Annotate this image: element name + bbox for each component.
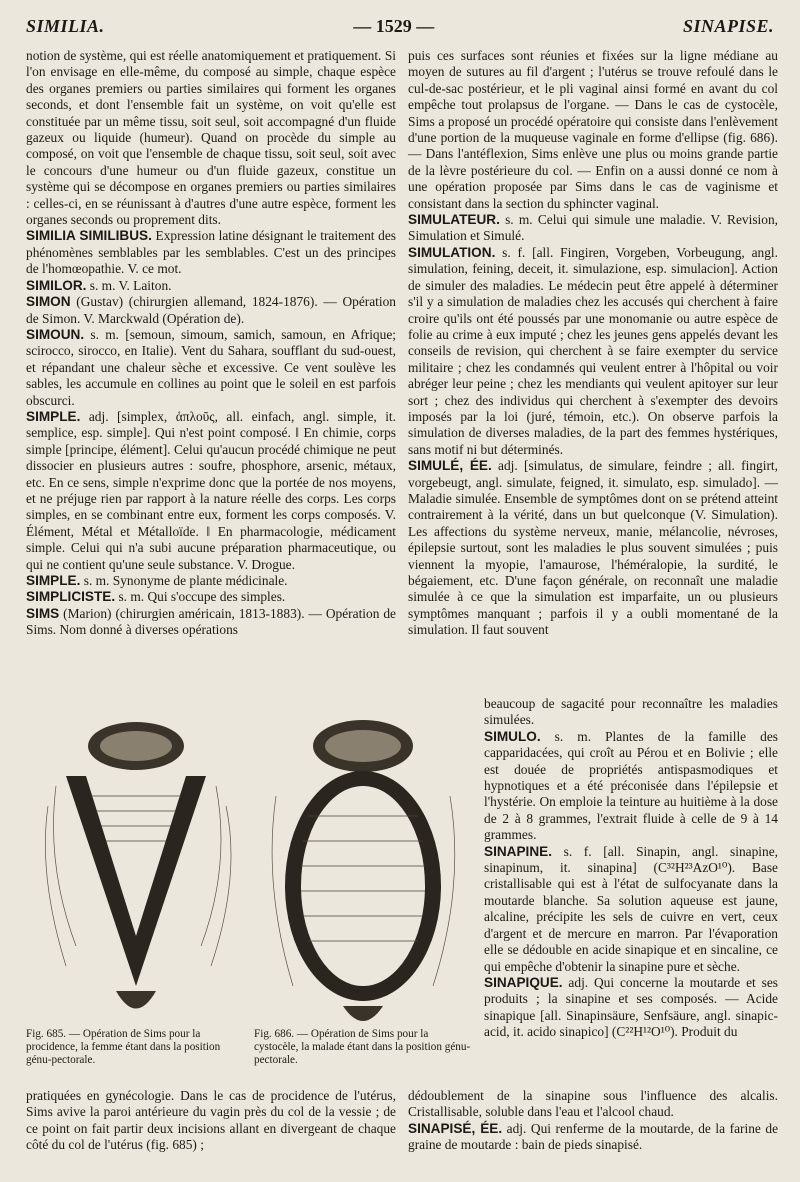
headword: SIMPLICISTE. xyxy=(26,589,116,605)
figure-685-caption: Fig. 685. — Opération de Sims pour la procidence, la femme étant dans la position génu-pectorale. xyxy=(26,1028,221,1066)
headword: SINAPIQUE. xyxy=(484,974,563,990)
figure-686 xyxy=(258,706,468,1036)
right-column xyxy=(408,48,778,639)
bottom-left-text: pratiquées en gynécologie. Dans le cas de procidence de l'utérus, Sims avive la paroi antérieure du vagin près du col de la vessie ; de ce point on fait partir deux incisions allant en divergeant de chaque côté du col de l'utérus (fig. 685) ; xyxy=(26,1088,396,1153)
headword: SIMULÉ, ÉE. xyxy=(408,458,492,474)
headword: SIMILIA SIMILIBUS. xyxy=(26,228,152,244)
header-left-word: SIMILIA. xyxy=(26,16,105,36)
entry-simoun: SIMOUN. s. m. [semoun, simoum, samich, samoun, en Afrique; scirocco, sirocco, en Italie). Vent du Sahara, soufflant du sud-ouest, et répandant une chaleur sèche et excessive. Ce vent soulève les sables, les accumule en collines au point que le soleil en est parfois obscurci. xyxy=(26,326,396,408)
entry-simulation: SIMULATION. s. f. [all. Fingiren, Vorgeben, Vorbeugung, angl. simulation, feining, deceit, it. simulazione, esp. simulacion]. Action de simuler des maladies. Le médecin peut être appelé à déterminer s'il y a simulation de maladies chez les accusés qui cherchent à faire croire qu'ils ont été poussés par une monomanie ou autre espèce de folie au crime à eux imputé ; chez les jeunes gens appelés devant les conseils de revision, qui cherchent à se faire exempter du service militaire ; chez les condamnés qui veulent entrer à l'hôpital ou voir abréger leur peine ; chez les mendiants qui veulent apitoyer sur leur sort ; chez des individus qui cherchent à s'exempter des devoirs imposés par la loi (juré, témoin, etc.). On observe parfois la simulation de diverses maladies, de la part des femmes hystériques, sans motif ni but déterminés. xyxy=(408,244,778,457)
entry-simule: SIMULÉ, ÉE. adj. [simulatus, de simulare, feindre ; all. fingirt, vorgebeugt, angl. simulate, feigned, it. simulato, esp. simulado]. — Maladie simulée. Ensemble de symptômes dont on se prétend atteint contrairement à la vérité, dans un but quelconque (V. Simulation). Les affections du système nerveux, manie, mélancolie, névroses, épilepsie surtout, sont les maladies le plus souvent simulées ; puis viennent la myopie, l'amaurose, l'héméralopie, la surdité, le bégaiement, etc. D'une façon générale, on reconnaît une maladie simulée à ce que la simulation est imparfaite, un ou plusieurs symptômes manquant ; parfois il y a oubli momentané de la simulation. Il faut souvent xyxy=(408,458,778,638)
entry-continuation: notion de système, qui est réelle anatomiquement et pratiquement. Si l'on envisage en elle-même, du composé au simple, chaque espèce des organes premiers ou parties similaires qui forment les organes seconds, et dont l'ensemble fait un système, on voit qu'elle est constituée par un même tissu, soit seul, soit accompagné d'un fluide gazeux ou liquide (humeur). Quand on procède du simple au composé, on voit que l'ensemble de chaque tissu, soit seul, soit avec le concours d'une humeur ou d'un fluide gazeux, constitue un système qui se décompose en organes premiers ou parties similaires : celles-ci, en se réunissant à d'autres d'une autre espèce, forment les organes seconds ou proprement dits. xyxy=(26,48,396,228)
entry-simulateur: SIMULATEUR. s. m. Celui qui simule une maladie. V. Revision, Simulation et Simulé. xyxy=(408,212,778,244)
entry-similor: SIMILOR. s. m. V. Laiton. xyxy=(26,277,172,293)
headword: SINAPISÉ, ÉE. xyxy=(408,1120,503,1136)
left-column xyxy=(26,48,396,639)
headword: SIMON xyxy=(26,294,71,310)
page-header xyxy=(26,16,774,42)
entry-simule-continuation: beaucoup de sagacité pour reconnaître les maladies simulées. xyxy=(484,696,778,728)
headword: SIMULATEUR. xyxy=(408,212,500,228)
entry-simon: SIMON (Gustav) (chirurgien allemand, 1824-1876). — Opération de Simon. V. Marckwald (Opération de). xyxy=(26,294,396,326)
entry-simulo: SIMULO. s. m. Plantes de la famille des capparidacées, qui croît au Pérou et en Bolivie ; elle est douée de propriétés antispasmodiques et hypnotiques et a été préconisée dans l'épilepsie et l'hystérie. On emploie la teinture au huitième à la dose de 2 à 8 grammes, l'extrait fluide à celle de 9 à 14 grammes. xyxy=(484,728,778,843)
headword: SIMULATION. xyxy=(408,244,496,260)
entry-simple-adj: SIMPLE. adj. [simplex, ἁπλοῦς, all. einfach, angl. simple, it. semplice, esp. simple]. Qui n'est point composé. ‖ En chimie, corps simple [principe, élément]. Celui qu'aucun procédé chimique ne peut dissocier en plusieurs autres : soufre, phosphore, arsenic, métaux, etc. En ce sens, simple n'exprime donc que la portée de nos moyens, et ne préjuge rien par rapport à la nature réelle des corps. Les corps simples, en se combinant entre eux, forment les corps composés. V. Élément, Métal et Métalloïde. ‖ En pharmacologie, médicament simple. Celui qui n'a subi aucune préparation pharmaceutique, ou qui ne contient qu'une seule substance. V. Drogue. xyxy=(26,408,396,572)
figures-area xyxy=(26,706,478,1084)
headword: SIMOUN. xyxy=(26,326,85,342)
headword: SIMPLE. xyxy=(26,408,81,424)
bottom-right-column xyxy=(408,1088,778,1154)
headword: SINAPINE. xyxy=(484,843,552,859)
entry-sims-continuation: puis ces surfaces sont réunies et fixées sur la ligne médiane au moyen de sutures au fil d'argent ; l'utérus se trouve refoulé dans le cul-de-sac postérieur, et le pli vaginal ainsi formé en avant du col empêche tout prolapsus de l'organe. — Dans le cas de cystocèle, Sims a proposé un procédé opératoire qui consiste dans l'enlèvement d'une portion de la muqueuse vaginale en forme d'ellipse (fig. 686). — Dans l'antéflexion, Sims enlève une plus ou moins grande partie de la lèvre postérieure du col. — Enfin on a aussi donné ce nom à une opération proposée par Sims dans le cas de vaginisme et consistant dans la section du sphincter vaginal. xyxy=(408,48,778,211)
entry-sinapique-continuation: dédoublement de la sinapine sous l'influence des alcalis. Cristallisable, soluble dans l'eau et l'alcool chaud. xyxy=(408,1088,778,1120)
entry-similia-similibus: SIMILIA SIMILIBUS. Expression latine désignant le traitement des phénomènes semblables par les semblables. C'est un des principes de l'homœopathie. V. ce mot. xyxy=(26,228,396,277)
entry-sims: SIMS (Marion) (chirurgien américain, 1813-1883). — Opération de Sims. Nom donné à diverses opérations xyxy=(26,605,396,638)
figure-686-caption: Fig. 686. — Opération de Sims pour la cystocèle, la malade étant dans la position génu-pectorale. xyxy=(254,1028,471,1066)
figure-685 xyxy=(36,706,246,1026)
header-right-word: SINAPISE. xyxy=(682,16,774,36)
entry-sinapise: SINAPISÉ, ÉE. adj. Qui renferme de la moutarde, de la farine de graine de moutarde : bain de pieds sinapisé. xyxy=(408,1120,779,1153)
entry-simpliciste: SIMPLICISTE. s. m. Qui s'occupe des simples. xyxy=(26,589,286,605)
headword: SIMS xyxy=(26,605,60,621)
headword: SIMPLE. xyxy=(26,573,81,588)
headword: SIMULO. xyxy=(484,728,541,744)
headword: SIMILOR. xyxy=(26,277,87,293)
right-lower-column xyxy=(484,696,778,1041)
entry-sinapique: SINAPIQUE. adj. Qui concerne la moutarde et ses produits ; la sinapine et ses composés. — Acide sinapique [all. Sinapinsäure, Senfsäure, angl. sinapic-acid, it. acido sinapico] (C²²H¹²O¹⁰). Produit du xyxy=(484,974,778,1040)
entry-sinapine: SINAPINE. s. f. [all. Sinapin, angl. sinapine, sinapinum, it. sinapina] (C³²H²³AzO¹⁰). Base cristallisable qui est à l'état de sulfocyanate dans la moutarde blanche. Sa solution aqueuse est jaune, alcaline, précipite les sels de cuivre en vert, ceux d'argent et de mercure en marron. Par l'évaporation elle se dédouble en acide sinapique et en sincaline, ce qui empêche d'obtenir la sinapine pure et sèche. xyxy=(484,843,778,974)
page-number: — 1529 — xyxy=(353,16,435,36)
entry-simple-noun: SIMPLE. s. m. Synonyme de plante médicinale. xyxy=(26,573,288,588)
